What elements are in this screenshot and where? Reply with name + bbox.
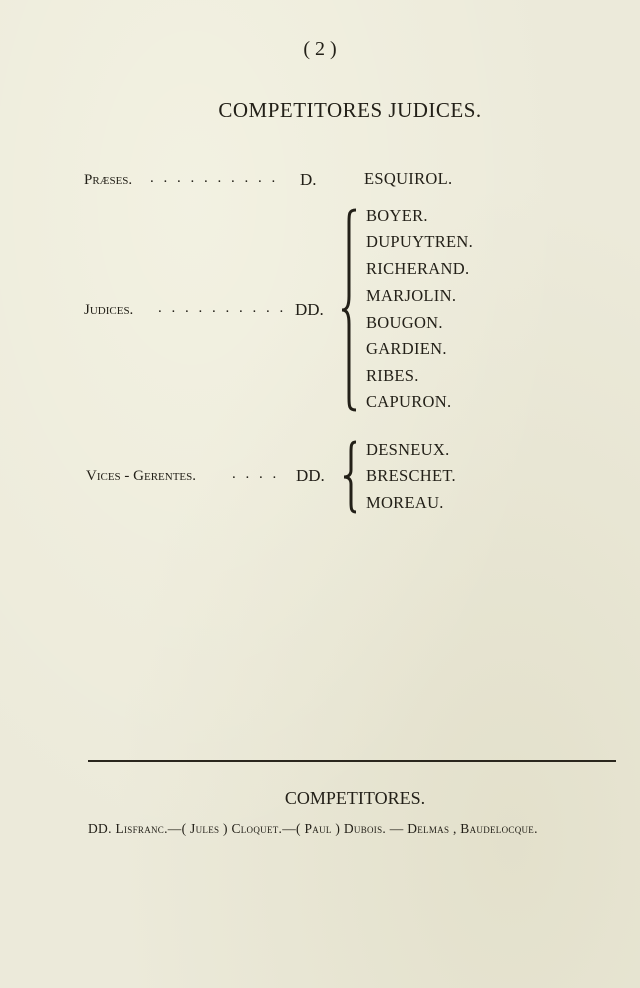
judices-name-8: CAPURON. xyxy=(366,392,452,411)
judices-label: Judices. xyxy=(84,302,134,318)
horizontal-rule xyxy=(88,760,616,762)
judices-name-7: RIBES. xyxy=(366,366,419,385)
vices-gerentes-name-3: MOREAU. xyxy=(366,493,444,512)
competitores-heading: COMPETITORES. xyxy=(284,788,426,808)
judices-name-5: BOUGON. xyxy=(366,313,443,332)
judices-name-1: BOYER. xyxy=(366,206,428,225)
praeses-title: D. xyxy=(300,170,317,189)
vices-gerentes-brace xyxy=(342,440,360,514)
vices-gerentes-name-1: DESNEUX. xyxy=(366,440,450,459)
judices-name-6: GARDIEN. xyxy=(366,339,447,358)
judices-title: DD. xyxy=(295,300,324,319)
praeses-leader: . . . . . . . . . . xyxy=(150,170,279,186)
judices-name-4: MARJOLIN. xyxy=(366,286,457,305)
judices-brace xyxy=(340,208,360,412)
page-title: COMPETITORES JUDICES. xyxy=(218,98,482,122)
competitores-list: DD. Lisfranc.—( Jules ) Cloquet.—( Paul ) Dubois. — Delmas , Baudelocque. xyxy=(88,821,538,836)
vices-gerentes-name-2: BRESCHET. xyxy=(366,466,456,485)
praeses-label: Præses. xyxy=(84,172,133,188)
page-number: ( 2 ) xyxy=(303,38,337,60)
vices-gerentes-leader: . . . . xyxy=(232,466,280,482)
praeses-name: ESQUIROL. xyxy=(364,169,453,188)
judices-name-2: DUPUYTREN. xyxy=(366,232,474,251)
vices-gerentes-label: Vices - Gerentes. xyxy=(86,468,197,484)
judices-name-3: RICHERAND. xyxy=(366,259,470,278)
judices-leader: . . . . . . . . . . xyxy=(158,300,287,316)
vices-gerentes-title: DD. xyxy=(296,466,325,485)
